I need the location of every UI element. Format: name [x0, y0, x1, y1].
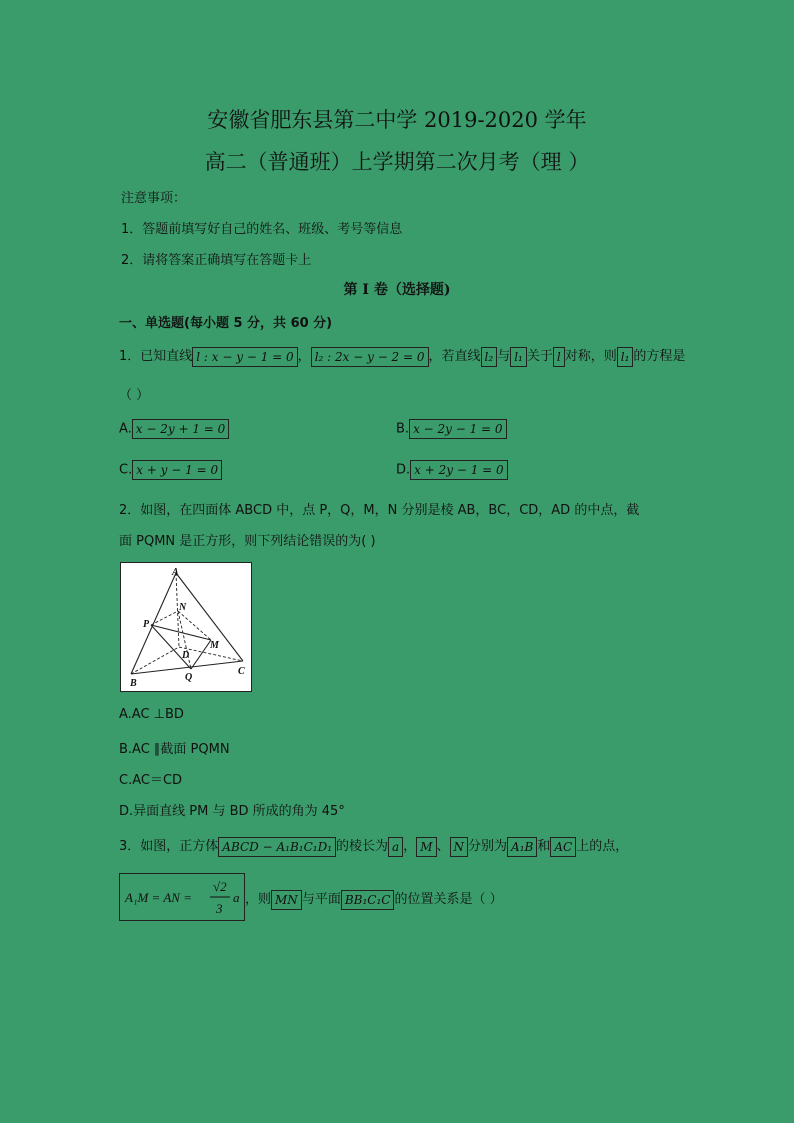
q3-edge-a: a: [388, 837, 403, 857]
label-q: Q: [185, 672, 193, 683]
title-line-2: 高二（普通班）上学期第二次月考（理 ）: [204, 150, 590, 174]
q3-segment-mn: MN: [271, 890, 302, 910]
q3-equation-box: [119, 873, 245, 921]
segment-pn-hidden: [151, 611, 178, 625]
q1-answer-paren: （ ）: [119, 388, 150, 403]
q1-option-d-expr: x + 2y − 1 = 0: [410, 460, 508, 480]
q1-option-c-expr: x + y − 1 = 0: [132, 460, 222, 480]
q3-point-n: N: [450, 837, 469, 857]
q3-equation: [120, 874, 244, 920]
notes-item-2: 2．请将答案正确填写在答题卡上: [121, 253, 312, 268]
title-line-1: 安徽省肥东县第二中学 2019-2020 学年: [207, 108, 587, 132]
q3-tail: 的位置关系是（ ）: [394, 892, 503, 907]
q1-option-b-expr: x − 2y − 1 = 0: [409, 419, 507, 439]
label-a: A: [172, 567, 179, 578]
q1-option-a-expr: x − 2y + 1 = 0: [132, 419, 230, 439]
tetrahedron-figure: [120, 562, 252, 692]
notes-heading: 注意事项：: [121, 191, 187, 206]
q3-eq-denominator: 3: [216, 901, 223, 916]
q1-symbol-l: l: [553, 347, 565, 367]
tetrahedron-diagram: [121, 563, 251, 691]
q1-option-b-label: B.: [396, 421, 410, 437]
q3-sep-2: 、: [436, 839, 450, 854]
q1-option-c-label: C.: [119, 462, 133, 478]
q3-prefix: 3．如图，正方体: [119, 839, 219, 854]
label-p: P: [143, 619, 150, 630]
q3-segment-ac: AC: [550, 837, 576, 857]
question-3-stem: [119, 835, 628, 857]
q1-prefix: 1．已知直线: [119, 349, 193, 364]
part-1-heading: 一、单选题(每小题 5 分，共 60 分): [119, 316, 333, 331]
q3-sep-1: ，: [403, 839, 417, 854]
q3-suffix: 上的点，: [576, 839, 629, 854]
q2-option-d: D.异面直线 PM 与 BD 所成的角为 45°: [119, 804, 345, 819]
q3-point-m: M: [416, 837, 436, 857]
q1-option-d-label: D.: [396, 462, 411, 478]
question-2-line-1: 2．如图，在四面体 ABCD 中，点 P，Q，M，N 分别是棱 AB，BC，CD，AD 的中点，截: [119, 503, 640, 518]
q1-mid-1: ，若直线: [428, 349, 481, 364]
q1-symbol-l1-b: l₁: [617, 347, 634, 367]
q1-symbol-l2: l₂: [481, 347, 498, 367]
q2-option-b: B.AC ∥截面 PQMN: [119, 742, 230, 757]
q2-option-a: A.AC ⊥BD: [119, 707, 184, 722]
edge-bd-hidden: [131, 647, 179, 674]
q1-mid-3: 关于: [526, 349, 553, 364]
q1-suffix: 的方程是: [633, 349, 686, 364]
q1-symbol-l1: l₁: [510, 347, 527, 367]
q1-mid-2: 与: [497, 349, 511, 364]
q1-option-b: [396, 419, 507, 439]
q1-option-a-label: A.: [119, 421, 132, 437]
q1-option-c: [119, 460, 222, 480]
q1-line-l2: l₂ : 2x − y − 2 = 0: [311, 347, 429, 367]
label-d: D: [182, 650, 190, 661]
q1-option-a: [119, 419, 229, 439]
q3-mid-3: 和: [537, 839, 551, 854]
q1-sep: ，: [297, 349, 311, 364]
question-3-tail: [245, 888, 503, 910]
q1-line-l: l : x − y − 1 = 0: [192, 347, 297, 367]
q3-mid-1: 的棱长为: [336, 839, 389, 854]
q3-mid-5: 与平面: [301, 892, 341, 907]
label-n: N: [179, 602, 187, 613]
question-1-stem: [119, 345, 685, 367]
q1-mid-4: 对称，则: [564, 349, 617, 364]
q3-segment-a1b: A₁B: [507, 837, 537, 857]
label-c: C: [238, 666, 245, 677]
q3-cube: ABCD − A₁B₁C₁D₁: [218, 837, 336, 857]
section-title: 第 I 卷（选择题): [343, 282, 451, 298]
label-m: M: [210, 640, 219, 651]
q2-option-c: C.AC＝CD: [119, 773, 183, 788]
q1-option-d: [396, 460, 508, 480]
notes-item-1: 1．答题前填写好自己的姓名、班级、考号等信息: [121, 222, 403, 237]
label-b: B: [130, 678, 137, 689]
q3-eq-numerator: √2: [213, 879, 227, 894]
question-2-line-2: 面 PQMN 是正方形，则下列结论错误的为( ): [119, 534, 376, 549]
q3-plane: BB₁C₁C: [341, 890, 395, 910]
q3-mid-4: ，则: [245, 892, 272, 907]
q3-eq-left: A₁M = AN =: [125, 890, 192, 905]
q3-eq-a: a: [233, 890, 240, 905]
q3-mid-2: 分别为: [468, 839, 508, 854]
segment-pq: [151, 625, 191, 669]
